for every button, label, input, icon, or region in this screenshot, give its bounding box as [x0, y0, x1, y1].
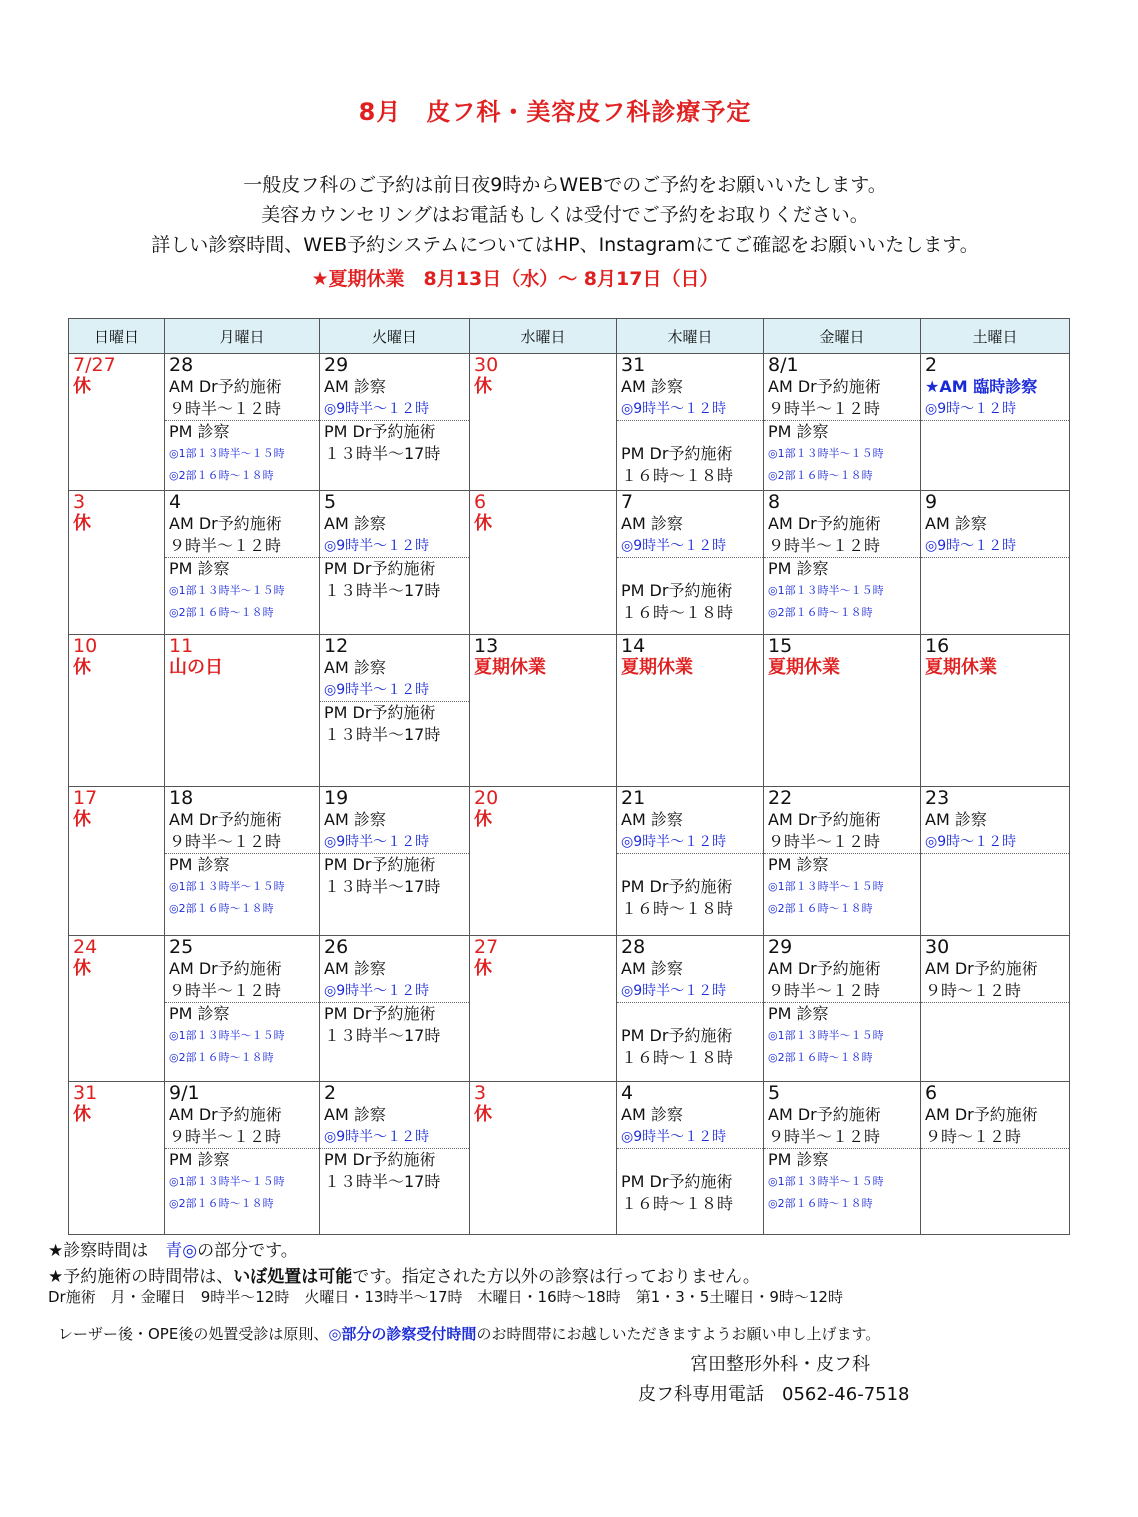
- pm-time-2: ◎2部１６時～１８時: [768, 1051, 873, 1064]
- pm-time-1: ◎1部１３時半～１５時: [768, 1029, 884, 1042]
- am-time: ９時半～１２時: [169, 536, 282, 555]
- day-cell: [69, 354, 165, 491]
- holiday-label: 山の日: [169, 657, 223, 678]
- am-block: [617, 958, 763, 1003]
- am-label: AM Dr予約施術: [768, 959, 881, 978]
- am-time: ９時半～１２時: [169, 832, 282, 851]
- spacer: [617, 1003, 763, 1025]
- am-label: AM 診察: [925, 810, 987, 829]
- am-block: [921, 1104, 1069, 1149]
- summer-holiday-label: 夏期休業: [925, 657, 997, 678]
- day-cell: [470, 635, 617, 787]
- closed-label: 休: [73, 513, 91, 534]
- date-number: 28: [621, 936, 646, 958]
- pm-label: PM Dr予約施術: [324, 422, 436, 441]
- pm-time: １３時半～17時: [324, 444, 441, 463]
- pm-block: [165, 854, 319, 920]
- pm-time: １３時半～17時: [324, 1172, 441, 1191]
- am-block: [764, 376, 920, 421]
- am-label: AM 診察: [324, 514, 386, 533]
- day-cell: [921, 491, 1070, 635]
- am-block: [320, 1104, 469, 1149]
- am-block: [320, 657, 469, 702]
- date-number: 5: [324, 491, 337, 513]
- pm-label: PM Dr予約施術: [324, 703, 436, 722]
- am-time: ◎9時半～１２時: [324, 1129, 430, 1145]
- am-block: [764, 513, 920, 558]
- pm-block: [764, 558, 920, 624]
- date-number: 3: [474, 1082, 487, 1104]
- pm-label: PM 診察: [169, 855, 230, 874]
- date-number: 22: [768, 787, 793, 809]
- note-dr-schedule: Dr施術 月・金曜日 9時半～12時 火曜日・13時半～17時 木曜日・16時～18時 第1・3・5土曜日・9時～12時: [48, 1288, 843, 1306]
- week-row: [69, 491, 1070, 635]
- pm-label: PM Dr予約施術: [324, 855, 436, 874]
- am-time: ９時半～１２時: [768, 981, 881, 1000]
- pm-block: [617, 558, 763, 624]
- am-time: ９時～１２時: [925, 1127, 1022, 1146]
- am-block: [617, 513, 763, 558]
- pm-time-1: ◎1部１３時半～１５時: [768, 584, 884, 597]
- weekday-header-row: [69, 319, 1070, 354]
- day-cell: [69, 787, 165, 936]
- am-block: [165, 376, 319, 421]
- day-cell: [69, 936, 165, 1082]
- day-cell: [320, 787, 470, 936]
- date-number: 8: [768, 491, 781, 513]
- pm-block: [764, 1003, 920, 1069]
- day-cell: [617, 354, 764, 491]
- pm-block: [764, 1149, 920, 1215]
- spacer: [617, 558, 763, 580]
- date-number: 21: [621, 787, 646, 809]
- pm-time-2: ◎2部１６時～１８時: [169, 902, 274, 915]
- am-time: ９時半～１２時: [768, 536, 881, 555]
- pm-label: PM 診察: [768, 559, 829, 578]
- day-cell: [617, 1082, 764, 1235]
- am-label: AM 診察: [324, 377, 386, 396]
- pm-time-2: ◎2部１６時～１８時: [169, 469, 274, 482]
- day-cell: [165, 491, 320, 635]
- day-cell: [470, 491, 617, 635]
- day-cell: [764, 787, 921, 936]
- am-time: ９時半～１２時: [768, 832, 881, 851]
- am-block: [165, 1104, 319, 1149]
- pm-block: [617, 421, 763, 487]
- am-label: AM Dr予約施術: [169, 810, 282, 829]
- day-cell: [764, 936, 921, 1082]
- date-number: 5: [768, 1082, 781, 1104]
- am-time: ◎9時半～１２時: [621, 834, 727, 850]
- day-cell: [165, 936, 320, 1082]
- pm-label: PM 診察: [768, 1150, 829, 1169]
- day-cell: [617, 936, 764, 1082]
- day-cell: [470, 787, 617, 936]
- pm-time-1: ◎1部１３時半～１５時: [169, 447, 285, 460]
- pm-label: PM Dr予約施術: [324, 1150, 436, 1169]
- am-block: [921, 958, 1069, 1003]
- schedule-calendar: [68, 318, 1070, 1235]
- pm-block: [617, 1003, 763, 1069]
- note-aftercare: レーザー後・OPE後の処置受診は原則、◎部分の診察受付時間のお時間帯にお越しいただきますようお願い申し上げます。: [58, 1325, 881, 1343]
- date-number: 2: [925, 354, 938, 376]
- am-label: AM Dr予約施術: [169, 377, 282, 396]
- am-block: [320, 513, 469, 558]
- am-special-label: ★AM 臨時診察: [925, 377, 1038, 396]
- day-cell: [921, 787, 1070, 936]
- date-number: 24: [73, 936, 98, 958]
- am-block: [921, 376, 1069, 421]
- date-number: 12: [324, 635, 349, 657]
- date-number: 2: [324, 1082, 337, 1104]
- day-cell: [921, 354, 1070, 491]
- date-number: 31: [621, 354, 646, 376]
- date-number: 13: [474, 635, 499, 657]
- am-time: ９時～１２時: [925, 981, 1022, 1000]
- note-procedure-hours: ★予約施術の時間帯は、いぼ処置は可能です。指定された方以外の診察は行っておりません。: [48, 1267, 760, 1287]
- am-block: [617, 1104, 763, 1149]
- am-time: ◎9時半～１２時: [324, 682, 430, 698]
- pm-block: [320, 421, 469, 465]
- intro-line-2: 美容カウンセリングはお電話もしくは受付でご予約をお取りください。: [261, 204, 869, 226]
- day-cell: [165, 635, 320, 787]
- am-time: ９時半～１２時: [169, 981, 282, 1000]
- week-row: [69, 635, 1070, 787]
- date-number: 30: [925, 936, 950, 958]
- date-number: 29: [324, 354, 349, 376]
- clinic-name: 宮田整形外科・皮フ科: [690, 1354, 870, 1375]
- date-number: 26: [324, 936, 349, 958]
- date-number: 9/1: [169, 1082, 200, 1104]
- pm-block: [617, 854, 763, 920]
- day-cell: [69, 491, 165, 635]
- closed-label: 休: [73, 809, 91, 830]
- date-number: 27: [474, 936, 499, 958]
- am-time: ◎9時～１２時: [925, 401, 1017, 417]
- date-number: 14: [621, 635, 646, 657]
- day-cell: [165, 787, 320, 936]
- pm-time: １３時半～17時: [324, 1026, 441, 1045]
- day-cell: [470, 354, 617, 491]
- pm-block: [165, 1003, 319, 1069]
- pm-time-1: ◎1部１３時半～１５時: [768, 447, 884, 460]
- date-number: 6: [925, 1082, 938, 1104]
- am-block: [617, 809, 763, 854]
- pm-block: [165, 558, 319, 624]
- weekday-sat: 土曜日: [921, 319, 1070, 354]
- date-number: 23: [925, 787, 950, 809]
- spacer: [617, 421, 763, 443]
- am-time: ◎9時半～１２時: [324, 538, 430, 554]
- date-number: 30: [474, 354, 499, 376]
- day-cell: [764, 1082, 921, 1235]
- am-label: AM Dr予約施術: [169, 959, 282, 978]
- closed-label: 休: [73, 958, 91, 979]
- week-row: [69, 936, 1070, 1082]
- day-cell: [165, 354, 320, 491]
- pm-time-1: ◎1部１３時半～１５時: [169, 584, 285, 597]
- pm-time: １６時～１８時: [621, 1048, 734, 1067]
- am-time: ◎9時～１２時: [925, 834, 1017, 850]
- date-number: 7: [621, 491, 634, 513]
- day-cell: [617, 787, 764, 936]
- day-cell: [320, 936, 470, 1082]
- day-cell: [764, 354, 921, 491]
- pm-time-1: ◎1部１３時半～１５時: [768, 1175, 884, 1188]
- day-cell: [320, 1082, 470, 1235]
- page-title: 8月 皮フ科・美容皮フ科診療予定: [358, 98, 752, 126]
- am-label: AM Dr予約施術: [925, 959, 1038, 978]
- pm-block: [320, 854, 469, 898]
- weekday-tue: 火曜日: [320, 319, 470, 354]
- pm-block: [320, 558, 469, 602]
- pm-time: １６時～１８時: [621, 466, 734, 485]
- day-cell: [921, 635, 1070, 787]
- pm-block: [764, 421, 920, 487]
- clinic-phone: 皮フ科専用電話 0562-46-7518: [638, 1384, 910, 1405]
- pm-label: PM Dr予約施術: [621, 877, 733, 896]
- date-number: 7/27: [73, 354, 116, 376]
- pm-time: １６時～１８時: [621, 899, 734, 918]
- day-cell: [165, 1082, 320, 1235]
- week-row: [69, 787, 1070, 936]
- pm-time-2: ◎2部１６時～１８時: [768, 469, 873, 482]
- pm-time: １３時半～17時: [324, 877, 441, 896]
- closed-label: 休: [73, 376, 91, 397]
- closed-label: 休: [474, 958, 492, 979]
- pm-label: PM Dr予約施術: [621, 1026, 733, 1045]
- summer-holiday-label: 夏期休業: [474, 657, 546, 678]
- date-number: 15: [768, 635, 793, 657]
- am-block: [320, 809, 469, 854]
- date-number: 31: [73, 1082, 98, 1104]
- day-cell: [320, 635, 470, 787]
- am-time: ９時半～１２時: [169, 1127, 282, 1146]
- am-time: ◎9時～１２時: [925, 538, 1017, 554]
- pm-label: PM 診察: [169, 1004, 230, 1023]
- am-block: [764, 809, 920, 854]
- am-block: [320, 958, 469, 1003]
- am-block: [617, 376, 763, 421]
- pm-time-1: ◎1部１３時半～１５時: [169, 1029, 285, 1042]
- pm-time: １３時半～17時: [324, 725, 441, 744]
- closed-label: 休: [73, 1104, 91, 1125]
- day-cell: [617, 491, 764, 635]
- weekday-wed: 水曜日: [470, 319, 617, 354]
- am-label: AM 診察: [621, 810, 683, 829]
- pm-block: [165, 421, 319, 487]
- date-number: 16: [925, 635, 950, 657]
- weekday-fri: 金曜日: [764, 319, 921, 354]
- pm-block: [320, 1003, 469, 1047]
- spacer: [617, 1149, 763, 1171]
- am-label: AM Dr予約施術: [169, 514, 282, 533]
- am-block: [921, 513, 1069, 558]
- am-block: [165, 513, 319, 558]
- pm-time-2: ◎2部１６時～１８時: [768, 606, 873, 619]
- am-label: AM Dr予約施術: [768, 810, 881, 829]
- closed-label: 休: [474, 376, 492, 397]
- closed-label: 休: [474, 809, 492, 830]
- am-block: [165, 958, 319, 1003]
- date-number: 11: [169, 635, 194, 657]
- note-exam-hours: ★診察時間は 青◎の部分です。: [48, 1241, 298, 1261]
- am-time: ◎9時半～１２時: [621, 983, 727, 999]
- date-number: 18: [169, 787, 194, 809]
- day-cell: [320, 491, 470, 635]
- date-number: 20: [474, 787, 499, 809]
- am-label: AM 診察: [621, 514, 683, 533]
- date-number: 25: [169, 936, 194, 958]
- spacer: [617, 854, 763, 876]
- pm-time-2: ◎2部１６時～１８時: [169, 1051, 274, 1064]
- am-label: AM Dr予約施術: [169, 1105, 282, 1124]
- pm-time-1: ◎1部１３時半～１５時: [768, 880, 884, 893]
- date-number: 10: [73, 635, 98, 657]
- date-number: 8/1: [768, 354, 799, 376]
- pm-time-1: ◎1部１３時半～１５時: [169, 1175, 285, 1188]
- weekday-mon: 月曜日: [165, 319, 320, 354]
- weekday-sun: 日曜日: [69, 319, 165, 354]
- day-cell: [921, 936, 1070, 1082]
- pm-time-1: ◎1部１３時半～１５時: [169, 880, 285, 893]
- date-number: 28: [169, 354, 194, 376]
- am-label: AM 診察: [324, 959, 386, 978]
- pm-block: [320, 702, 469, 746]
- am-time: ９時半～１２時: [768, 1127, 881, 1146]
- day-cell: [320, 354, 470, 491]
- day-cell: [69, 635, 165, 787]
- pm-label: PM Dr予約施術: [324, 559, 436, 578]
- pm-label: PM 診察: [768, 1004, 829, 1023]
- day-cell: [921, 1082, 1070, 1235]
- am-label: AM Dr予約施術: [768, 514, 881, 533]
- summer-holiday-label: 夏期休業: [621, 657, 693, 678]
- date-number: 17: [73, 787, 98, 809]
- day-cell: [69, 1082, 165, 1235]
- am-label: AM Dr予約施術: [925, 1105, 1038, 1124]
- pm-label: PM 診察: [169, 422, 230, 441]
- am-time: ９時半～１２時: [768, 399, 881, 418]
- weekday-thu: 木曜日: [617, 319, 764, 354]
- pm-time-2: ◎2部１６時～１８時: [768, 1197, 873, 1210]
- intro-line-1: 一般皮フ科のご予約は前日夜9時からWEBでのご予約をお願いいたします。: [243, 174, 887, 196]
- date-number: 4: [169, 491, 182, 513]
- day-cell: [764, 491, 921, 635]
- am-time: ◎9時半～１２時: [324, 834, 430, 850]
- am-label: AM 診察: [324, 810, 386, 829]
- date-number: 6: [474, 491, 487, 513]
- date-number: 9: [925, 491, 938, 513]
- pm-label: PM Dr予約施術: [324, 1004, 436, 1023]
- closed-label: 休: [73, 657, 91, 678]
- am-block: [764, 958, 920, 1003]
- summer-holiday-notice: ★夏期休業 8月13日（水）～ 8月17日（日）: [311, 268, 719, 290]
- pm-block: [764, 854, 920, 920]
- pm-time-2: ◎2部１６時～１８時: [169, 1197, 274, 1210]
- week-row: [69, 1082, 1070, 1235]
- pm-block: [165, 1149, 319, 1215]
- am-block: [320, 376, 469, 421]
- am-label: AM 診察: [324, 1105, 386, 1124]
- am-time: ９時半～１２時: [169, 399, 282, 418]
- pm-label: PM Dr予約施術: [621, 581, 733, 600]
- pm-time: １６時～１８時: [621, 603, 734, 622]
- day-cell: [470, 936, 617, 1082]
- day-cell: [764, 635, 921, 787]
- am-block: [921, 809, 1069, 854]
- date-number: 19: [324, 787, 349, 809]
- pm-label: PM 診察: [768, 855, 829, 874]
- am-time: ◎9時半～１２時: [621, 1129, 727, 1145]
- am-block: [764, 1104, 920, 1149]
- pm-label: PM Dr予約施術: [621, 444, 733, 463]
- pm-label: PM 診察: [169, 559, 230, 578]
- pm-label: PM Dr予約施術: [621, 1172, 733, 1191]
- am-label: AM 診察: [925, 514, 987, 533]
- am-label: AM Dr予約施術: [768, 377, 881, 396]
- am-time: ◎9時半～１２時: [324, 983, 430, 999]
- am-time: ◎9時半～１２時: [621, 538, 727, 554]
- day-cell: [617, 635, 764, 787]
- am-label: AM 診察: [621, 377, 683, 396]
- intro-line-3: 詳しい診察時間、WEB予約システムについてはHP、Instagramにてご確認をお願いいたします。: [151, 234, 979, 256]
- pm-time-2: ◎2部１６時～１８時: [768, 902, 873, 915]
- pm-block: [617, 1149, 763, 1215]
- date-number: 29: [768, 936, 793, 958]
- day-cell: [470, 1082, 617, 1235]
- week-row: [69, 354, 1070, 491]
- summer-holiday-label: 夏期休業: [768, 657, 840, 678]
- am-label: AM 診察: [621, 959, 683, 978]
- pm-label: PM 診察: [768, 422, 829, 441]
- date-number: 3: [73, 491, 86, 513]
- closed-label: 休: [474, 513, 492, 534]
- am-time: ◎9時半～１２時: [621, 401, 727, 417]
- am-label: AM 診察: [621, 1105, 683, 1124]
- pm-block: [320, 1149, 469, 1193]
- am-label: AM 診察: [324, 658, 386, 677]
- am-time: ◎9時半～１２時: [324, 401, 430, 417]
- pm-time: １６時～１８時: [621, 1194, 734, 1213]
- pm-time-2: ◎2部１６時～１８時: [169, 606, 274, 619]
- pm-label: PM 診察: [169, 1150, 230, 1169]
- date-number: 4: [621, 1082, 634, 1104]
- am-block: [165, 809, 319, 854]
- pm-time: １３時半～17時: [324, 581, 441, 600]
- am-label: AM Dr予約施術: [768, 1105, 881, 1124]
- closed-label: 休: [474, 1104, 492, 1125]
